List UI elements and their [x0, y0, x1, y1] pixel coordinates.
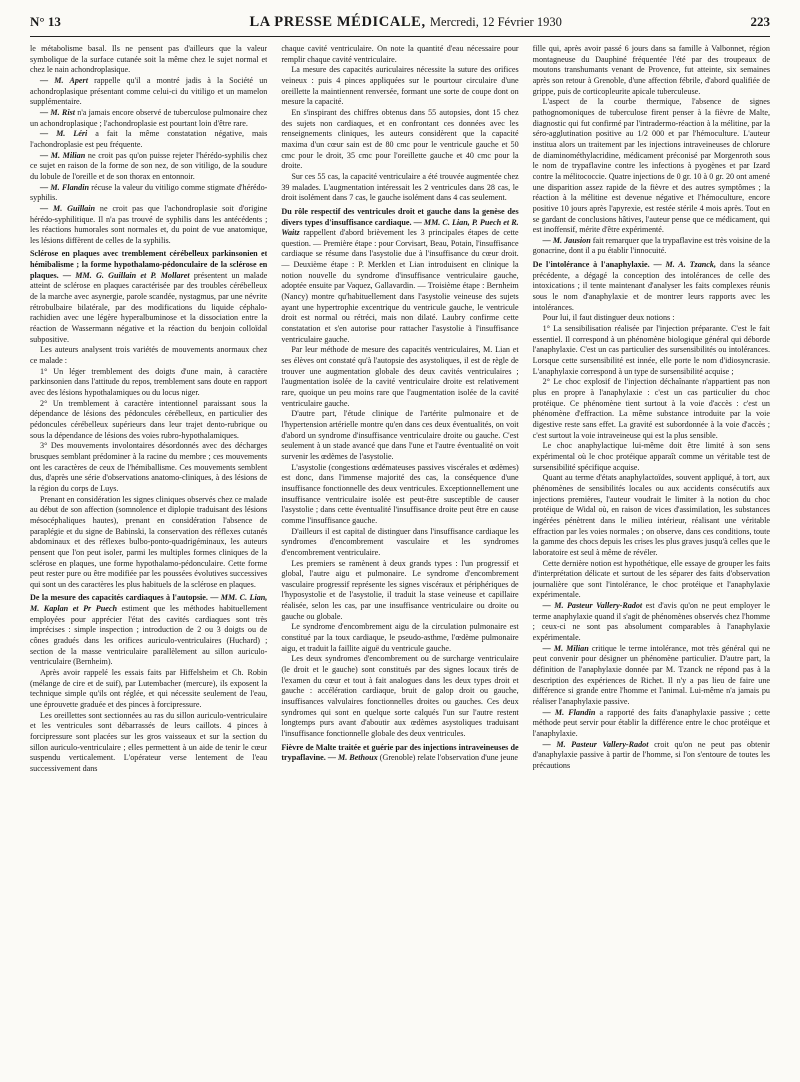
section-heading	[30, 249, 267, 345]
paragraph: Par leur méthode de mesure des capacités ventriculaires, M. Lian et ses élèves ont constaté qu'à l'autopsie des asystoliques, il est de règle de trouver une augmentation globale des deux cavités ventriculaires ; l'augmentation isolée de la cavité ventriculaire droite est relativement rare, quoique un peu moins rare que l'augmentation isolée de la cavité ventriculaire gauche.	[281, 345, 519, 408]
issue-date: Mercredi, 12 Février 1930	[429, 15, 562, 29]
paragraph-text: rappelle qu'il a montré jadis à la Société un achondroplasique présentant comme celui-ci du vitiligo et un mamelon supplémentaire.	[30, 75, 268, 107]
speaker-name: — M. Flandin	[542, 707, 596, 717]
paragraph-text: présentent un malade atteint de sclérose en plaques caractérisée par des troubles cérébelleux de la marche avec asynergie, parole scandée, nystagmus, par une névrite rétrobulbaire bilatérale, par des modifications du liquide céphalo-rachidien avec une légère hyperalbuminose et la dissociation entre la réaction de Wassermann négative et la réaction du benjoin colloïdal subpositive.	[30, 270, 268, 344]
paragraph: En s'inspirant des chiffres obtenus dans 55 autopsies, dont 15 chez des sujets non cardiaques, et en confrontant ces données avec les renseignements cliniques, les auteurs considèrent que la capacité maxima d'un cœur sain est de 80 cmc pour le ventricule gauche et 50 cmc pour le droit, 35 cmc pour l'oreillette gauche et 40 cmc pour la droite.	[281, 107, 519, 171]
paragraph-text: croit qu'on ne peut pas obtenir d'anaphylaxie passive à partir de l'homme, si l'on s'entoure de toutes les précautions	[532, 739, 770, 770]
heading-authors: MM. G. Guillain et P. Mollaret	[71, 270, 190, 280]
paragraph: Pour lui, il faut distinguer deux notions :	[542, 313, 675, 323]
speaker-name: — M. Jausion	[542, 235, 591, 245]
paragraph: Les premiers se ramènent à deux grands types : l'un progressif et global, l'autre aigu et pulmonaire. Le syndrome d'encombrement vasculaire progressif représente les signes viscéraux et périphériques de l'hyposystolie et de l'asystolie, il traduit la stase veineuse et capillaire réalisée, selon les cas, par une insuffisance ventriculaire ou droite ou gauche ou globale.	[281, 558, 519, 621]
paragraph	[533, 708, 770, 740]
paragraph: Le syndrome d'encombrement aigu de la circulation pulmonaire est constitué par la toux cardiaque, le pseudo-asthme, l'œdème pulmonaire aigu, et traduit la faillite aiguë du ventricule gauche.	[281, 622, 519, 653]
heading-authors: M. A. Tzanck,	[661, 260, 716, 270]
paragraph: 2° Le choc explosif de l'injection déchaînante n'appartient pas non plus en propre à l'anaphylaxie : c'est un cas particulier du choc protéique. Ce phénomène tient surtout à la voie d'accès : c'est un phénomène d'effraction. La même substance introduite par la voie digestive reste sans effet. La gravité est subordonnée à la voie d'accès ; c'est surtout la voie intraveineuse qui est la plus sensible.	[532, 377, 770, 440]
paragraph-text: récuse la valeur du vitiligo comme stigmate d'hérédo-syphilis.	[30, 182, 268, 203]
paragraph	[30, 76, 267, 108]
page-number: 223	[750, 14, 770, 29]
paragraph	[30, 204, 267, 247]
paragraph: fille qui, après avoir passé 6 jours dans sa famille à Valbonnet, région montagneuse du Dauphiné fréquentée l'été par des troupeaux de moutons transhumants venant de Provence, fut atteinte, six semaines après son retour à Grenoble, d'une affection fébrile, d'abord qualifiée de grippe, puis de corticopleurite apicale tuberculeuse.	[532, 44, 770, 96]
section-heading	[30, 593, 267, 668]
paragraph	[533, 644, 770, 708]
paragraph-text: a rapporté des faits d'anaphylaxie passive ; cette méthode peut servir pour établir la différence entre le choc protéique et l'anaphylaxie.	[532, 707, 770, 738]
paragraph	[30, 151, 267, 183]
paragraph: D'autre part, l'étude clinique de l'artérite pulmonaire et de l'hypertension artérielle montre qu'en dans ces deux éventualités, on voit d'abord un syndrome d'insuffisance ventriculaire droite ou gauche. C'est seulement à un stade avancé que dans l'une et l'autre éventualité on voit survenir les œdèmes de l'asystolie.	[281, 409, 519, 461]
paragraph: Prenant en considération les signes cliniques observés chez ce malade au début de son affection (somnolence et diplopie traduisant des lésions mésocéphaliques hautes), prenant en considération l'absence de paraplégie et du signe de Babinski, la conservation des réflexes cutanés abdominaux et des réflexes bulbo-ponto-quadrigéminaux, les auteurs pensent que l'on peut isoler, parmi les multiples formes cliniques de la sclérose en plaques, une forme hypothalamo-pédonculaire. Cette forme peut rester pure ou être modifiée par les poussées évolutives successives qui sont un des caractères les plus habituels de la sclérose en plaques.	[30, 494, 268, 589]
speaker-name: — M. Pasteur Vallery-Radot	[542, 601, 643, 611]
heading-title: Fièvre de Malte traitée et guérie par des injections intraveineuses de trypaflavine. —	[281, 742, 519, 763]
paragraph-text: critique le terme intolérance, mot très général qui ne peut convenir pour désigner un phénomène particulier. D'autre part, la définition de l'anaphylaxie donnée par M. Tzanck ne répond pas à la description des expériences de Richet. Il n'y a pas lieu de faire une différence si grande entre l'homme et l'animal. Lui-même n'a jamais pu réaliser l'anaphylaxie passive.	[532, 643, 770, 707]
paragraph: chaque cavité ventriculaire. On note la quantité d'eau nécessaire pour remplir chaque cavité ventriculaire.	[281, 44, 519, 64]
paragraph: Quant au terme d'états anaphylactoïdes, souvent appliqué, à tort, aux phénomènes de sensibilités locales ou aux accidents consécutifs aux injections premières, l'auteur voudrait le limiter à la notion du choc protéique de Widal où, en raison de vices d'assimilation, les substances ingérées pénètrent dans le milieu intérieur, réalisant une véritable effraction par les voies normales ; on observe, dans ces conditions, toute la gamme des chocs depuis les crises les plus graves jusqu'à celles que le laboratoire est seul à même de révéler.	[532, 473, 770, 557]
paragraph: Les deux syndromes d'encombrement ou de surcharge ventriculaire (le droit et le gauche) sont constitués par des signes locaux tirés de l'examen du cœur et tout à fait analogues dans les deux types droit et gauche : accélération cardiaque, bruit de galop droit ou gauche, insuffisances valvulaires fonctionnelles droites ou gauches. Ces deux syndromes qui sont en quelque sorte calqués l'un sur l'autre restent longtemps purs avant d'aboutir aux œdèmes asystoliques traduisant l'insuffisance fonctionnelle globale des deux ventricules.	[281, 654, 519, 738]
speaker-name: — M. Apert	[40, 75, 88, 85]
speaker-name: — M. Rist	[40, 107, 75, 117]
paragraph: le métabolisme basal. Ils ne pensent pas d'ailleurs que la valeur symbolique de la surface cutanée soit la même chez le sujet normal et chez le nain achondroplasique.	[30, 44, 268, 75]
paragraph	[533, 601, 770, 644]
paragraph: La mesure des capacités auriculaires nécessite la suture des orifices veineux : puis 4 pinces appliquées sur le pourtour circulaire d'une oreillette la maintiennent renversée, formant une sorte de coupe dont on mesure la capacité.	[281, 65, 519, 107]
heading-title: Sclérose en plaques avec tremblement cérébelleux parkinsonien et hémibalisme ; la forme hypothalamo-pédonculaire de la sclérose en plaques. —	[30, 249, 268, 280]
paragraph: Les oreillettes sont sectionnées au ras du sillon auriculo-ventriculaire et les ventricules sont débarrassés de leurs caillots. 4 pinces à forcipressure sont placées sur les gros vaisseaux et sur la section du sillon auriculo-ventriculaire ; elles permettent à un aide de tenir le cœur suspendu verticalement. L'opérateur verse lentement de l'eau successivement dans	[30, 710, 268, 773]
speaker-name: — M. Flandin	[40, 182, 89, 192]
paragraph	[30, 129, 267, 150]
column-2	[281, 44, 518, 1074]
paragraph-text: estiment que les méthodes habituellement employées pour apprécier l'état des cavités cardiaques sont très imprécises : simple inspection ; introduction de 2 ou 3 doigts ou de cônes gradués dans les orifices auriculo-ventriculaires (Huchard) ; section de la masse ventriculaire parallèlement au sillon auriculo-ventriculaire (Bernheim).	[30, 604, 268, 667]
paragraph	[533, 236, 770, 257]
section-heading	[281, 743, 518, 764]
paragraph: Sur ces 55 cas, la capacité ventriculaire a été trouvée augmentée chez 39 malades. L'augmentation intéressait les 2 ventricules dans 28 cas, le droit isolément dans 7 cas, le gauche isolément dans 4 cas seulement.	[281, 171, 519, 203]
page-header	[30, 14, 770, 37]
section-heading	[533, 260, 770, 313]
paragraph-text: rappellent d'abord brièvement les 3 principales étapes de cette question. — Première étape : pour Corvisart, Beau, Potain, l'insuffisance cardiaque se résume dans l'asystolie due à l'insuffisance du cœur droit. — Deuxième étape : P. Merklen et Lian introduisent en clinique la notion nouvelle du syndrome d'insuffisance ventriculaire gauche, adoptée ensuite par Vaquez, Gallavardin. — Troisième étape : Bernheim (Nancy) montre qu'habituellement dans l'asystolie veineuse des sujets ayant une hypertrophie excentrique du ventricule gauche, le ventricule droit est normal ou rétréci, mais non dilaté. Laubry confirme cette constatation et s'en autorise pour rattacher l'asystolie à l'insuffisance ventriculaire gauche.	[281, 228, 519, 344]
paragraph: Le choc anaphylactique lui-même doit être limité à son sens expérimental où le choc protéique apparaît comme un véritable test de sursensibilité spécifique acquise.	[532, 441, 770, 472]
journal-title	[250, 14, 562, 31]
paragraph-text: fait remarquer que la trypaflavine est très voisine de la gonacrine, dont il a pu établir l'innocuité.	[532, 235, 770, 256]
text-columns	[30, 44, 770, 1074]
heading-authors: MM. C. Lian, P. Puech et R. Waitz	[281, 217, 519, 238]
paragraph: 1° La sensibilisation réalisée par l'injection préparante. C'est le fait essentiel. Il correspond à un phénomène biologique général qui déborde l'anaphylaxie. C'est un cas particulier des sursensibilités ou intolérances. Lorsque cette sursensibilité est innée, elle porte le nom d'idiosyncrasie. L'anaphylaxie correspond à un type de sursensibilité acquise ;	[532, 324, 770, 376]
heading-authors: M. Bethoux	[335, 753, 378, 763]
paragraph: Après avoir rappelé les essais faits par Hiffelsheim et Ch. Robin (mélange de cire et de suif), par Lutembacher (mercure), ils exposent la technique simple qu'ils ont réglée, et qui nécessite seulement de l'eau, une éprouvette graduée et des pinces à forcipressure.	[30, 668, 268, 710]
paragraph-text: a fait la même constatation négative, mais l'achondroplasie est peu fréquente.	[30, 129, 268, 149]
paragraph	[30, 183, 267, 204]
paragraph: 3° Des mouvements involontaires désordonnés avec des décharges brusques semblant prédominer à la racine du membre ; ces mouvements ont les caractères de ceux de l'hémiballisme. Ces mouvements semblent dus, d'après une série d'observations anatomo-cliniques, à des lésions de la région du corps de Luys.	[30, 441, 268, 493]
paragraph: 1° Un léger tremblement des doigts d'une main, à caractère parkinsonien dans l'attitude du repos, tremblement sans doute en rapport avec des lésions hypothalamiques ou du locus niger.	[30, 366, 268, 397]
heading-title: Du rôle respectif des ventricules droit et gauche dans la genèse des divers types d'insuffisance cardiaque. —	[281, 206, 519, 227]
speaker-name: — M. Guillain	[40, 203, 96, 213]
paragraph-text: est d'avis qu'on ne peut employer le terme anaphylaxie quand il s'agit de phénomènes observés chez l'homme ; ceux-ci ne sont pas absolument comparables à l'anaphylaxie expérimentale.	[532, 601, 770, 643]
paragraph	[30, 108, 267, 129]
heading-title: De la mesure des capacités cardiaques à l'autopsie. —	[30, 593, 219, 603]
paragraph-text: ne croit pas que l'achondroplasie soit d'origine hérédo-syphilitique. Il n'a pas trouvé de syphilis dans les antécédents ; les réactions humorales sont normales et, du point de vue anatomique, les lésions diffèrent de celles de la syphilis.	[30, 203, 268, 245]
paragraph: L'asystolie (congestions œdémateuses passives viscérales et œdèmes) est donc, dans l'immense majorité des cas, la conséquence d'une insuffisance fonctionnelle des deux ventricules. Exceptionnellement une insuffisance ventriculaire isolée est peut-être susceptible de causer l'asystolie ; dans cette éventualité l'insuffisance droite peut être en cause comme l'insuffisance gauche.	[281, 462, 519, 525]
paragraph-text: (Grenoble) relate l'observation d'une jeune	[377, 753, 519, 763]
paragraph-text: n'a jamais encore observé de tuberculose pulmonaire chez un achondroplasique ; l'achondroplasie est pourtant loin d'être rare.	[30, 107, 268, 128]
speaker-name: — M. Milian	[40, 150, 86, 160]
journal-name: LA PRESSE MÉDICALE,	[249, 14, 426, 30]
paragraph	[533, 740, 770, 772]
paragraph-text: ne croit pas qu'on puisse rejeter l'hérédo-syphilis chez ce sujet en raison de la forme de son nez, de son vitiligo, de la soudure du lobule de l'oreille et de son thorax en entonnoir.	[30, 150, 268, 181]
issue-number: N° 13	[30, 14, 61, 29]
heading-title: De l'intolérance à l'anaphylaxie. —	[532, 260, 662, 270]
speaker-name: — M. Léri	[40, 129, 88, 139]
paragraph: D'ailleurs il est capital de distinguer dans l'insuffisance cardiaque les syndromes d'encombrement vasculaire et les syndromes d'encombrement ventriculaire.	[281, 526, 519, 557]
heading-authors: MM. C. Lian, M. Kaplan et Pr Puech	[30, 593, 268, 614]
section-heading	[281, 207, 518, 346]
paragraph: Les auteurs analysent trois variétés de mouvements anormaux chez ce malade :	[30, 345, 268, 366]
paragraph-text: dans la séance précédente, a dégagé la conception des intolérances de celle des intoxications ; il tente maintenant d'analyser les faits complexes réunis sous le nom d'anaphylaxie et de montrer leurs rapports avec les intolérances.	[532, 260, 770, 312]
speaker-name: — M. Pasteur Vallery-Radot	[542, 739, 649, 749]
column-3	[533, 44, 770, 1074]
column-1	[30, 44, 267, 1074]
paragraph: L'aspect de la courbe thermique, l'absence de signes pathognomoniques de tuberculose firent penser à la fièvre de Malte, diagnostic qui fut confirmé par l'intradermo-réaction à la mélitine, par la séro-agglutination positive au 1/2 000 et par l'hémoculture. L'auteur institua alors un traitement par les injections intraveineuses de chlorure de diaminométhylacridine, médicament préconisé par Morgenroth sous le nom de trypaflavine contre les infections à pyogènes et par Izard contre la mélitococcie. Quatre injections de 0 gr. 10 à 0 gr. 20 ont amené une disparition assez rapide de la fièvre et des autres symptômes ; la réaction à la mélitine est devenue négative et l'hémoculture, encore positive 10 jours après l'apyrexie, est restée stérile 4 mois après. Tout en se gardant de conclusions hâtives, l'auteur pense que ce médicament, qui est inoffensif, mérite d'être expérimenté.	[532, 97, 770, 235]
paragraph: 2° Un tremblement à caractère intentionnel paraissant sous la dépendance de lésions des pédoncules cérébelleux, en particulier des pédoncules cérébelleux supérieurs dans leur trajet dento-rubrique ou sous la dépendance de lésions des voies rubro-hypothalamiques.	[30, 398, 268, 440]
speaker-name: — M. Milian	[542, 643, 589, 653]
paragraph: Cette dernière notion est hypothétique, elle essaye de grouper les faits d'interprétation délicate et surtout de les séparer des faits d'observation journalière que sont l'intolérance, le choc protéique et l'anaphylaxie expérimentale.	[532, 558, 770, 600]
